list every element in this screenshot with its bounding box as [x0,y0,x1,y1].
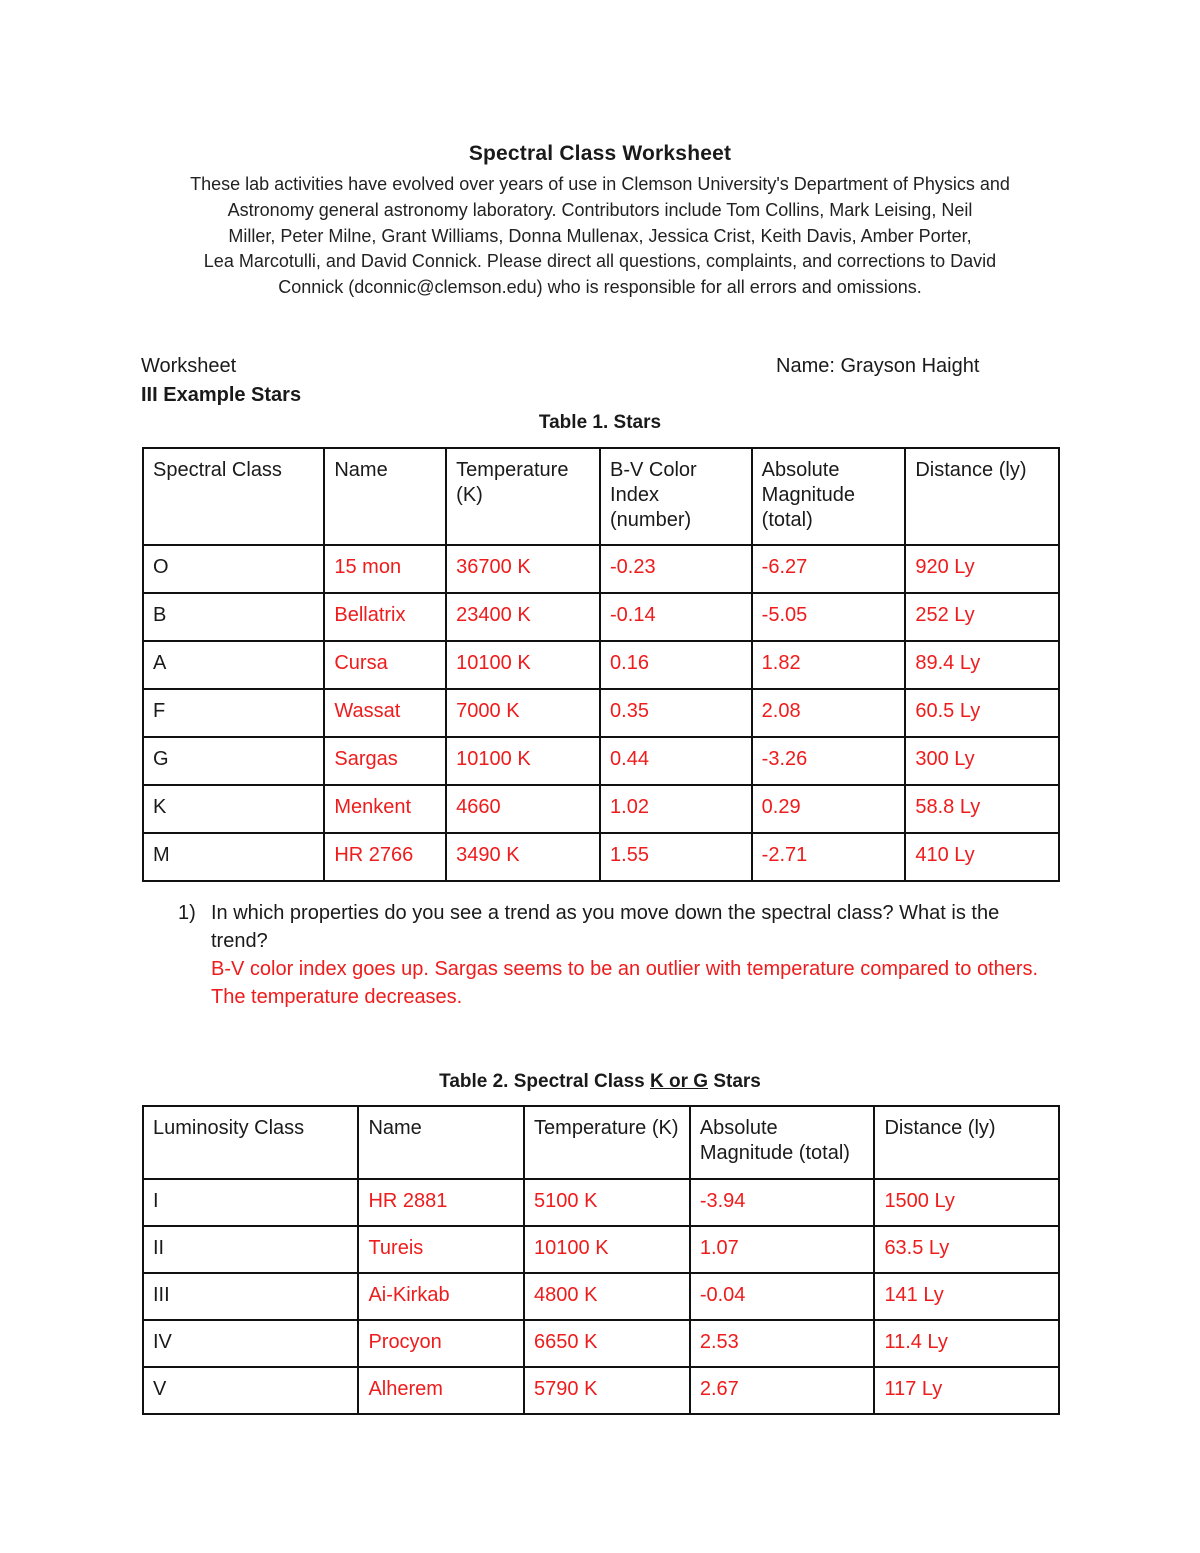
class-cell: IV [143,1320,358,1367]
worksheet-label: Worksheet [141,355,237,377]
answer-cell: -5.05 [752,593,906,641]
table-header-row [143,448,1059,545]
question-text: In which properties do you see a trend as you move down the spectral class? What is the trend? [211,902,1000,952]
intro-line: Lea Marcotulli, and David Connick. Please direct all questions, complaints, and corrections to David [203,251,997,272]
answer-cell: 89.4 Ly [905,641,1059,689]
answer-cell: 3490 K [446,833,600,881]
intro-line: Miller, Peter Milne, Grant Williams, Donna Mullenax, Jessica Crist, Keith Davis, Amber Porter, [228,225,972,246]
class-cell: K [143,785,324,833]
answer-cell: 1.55 [600,833,752,881]
intro-line: Connick (dconnic@clemson.edu) who is responsible for all errors and omissions. [278,277,922,298]
answer-cell: Menkent [324,785,446,833]
table-row [143,1273,1059,1320]
answer-cell: 410 Ly [905,833,1059,881]
column-header: Temperature (K) [446,448,600,545]
section-title: III Example Stars [141,384,302,406]
answer-cell: Ai-Kirkab [358,1273,524,1320]
answer-cell: 11.4 Ly [874,1320,1059,1367]
answer-cell: -0.14 [600,593,752,641]
answer-cell: -3.94 [690,1179,875,1226]
answer-cell: 5100 K [524,1179,690,1226]
question-answer: B-V color index goes up. Sargas seems to be an outlier with temperature compared to others. The temperature decreases. [211,958,1039,1008]
table2-caption-prefix: Table 2. Spectral Class [439,1071,650,1092]
answer-cell: 15 mon [324,545,446,593]
answer-cell: 36700 K [446,545,600,593]
answer-cell: 7000 K [446,689,600,737]
answer-cell: HR 2766 [324,833,446,881]
table-row [143,1320,1059,1367]
answer-cell: 300 Ly [905,737,1059,785]
answer-cell: 252 Ly [905,593,1059,641]
answer-cell: -0.04 [690,1273,875,1320]
answer-cell: 60.5 Ly [905,689,1059,737]
answer-cell: 5790 K [524,1367,690,1414]
answer-cell: 0.35 [600,689,752,737]
answer-cell: Tureis [358,1226,524,1273]
document-title: Spectral Class Worksheet [468,142,732,165]
class-cell: II [143,1226,358,1273]
table-row [143,1367,1059,1414]
answer-cell: Sargas [324,737,446,785]
table-row [143,593,1059,641]
answer-cell: Bellatrix [324,593,446,641]
answer-cell: 0.16 [600,641,752,689]
answer-cell: 1.07 [690,1226,875,1273]
question-number: 1) [178,902,196,924]
answer-cell: 0.44 [600,737,752,785]
answer-cell: 2.08 [752,689,906,737]
answer-cell: 10100 K [446,737,600,785]
table-row [143,785,1059,833]
table2-caption-underlined: K or G [649,1071,709,1092]
table-row [143,1179,1059,1226]
table1-caption: Table 1. Stars [538,412,662,433]
answer-cell: 6650 K [524,1320,690,1367]
answer-cell: 1500 Ly [874,1179,1059,1226]
answer-cell: -2.71 [752,833,906,881]
column-header: Spectral Class [143,448,324,545]
answer-cell: 4800 K [524,1273,690,1320]
column-header: Absolute Magnitude (total) [752,448,906,545]
answer-cell: -6.27 [752,545,906,593]
class-cell: M [143,833,324,881]
table-row [143,833,1059,881]
answer-cell: 0.29 [752,785,906,833]
table-row [143,737,1059,785]
answer-cell: 23400 K [446,593,600,641]
stars-table [142,447,1060,882]
column-header: Name [358,1106,524,1179]
answer-cell: -0.23 [600,545,752,593]
answer-cell: 920 Ly [905,545,1059,593]
class-cell: F [143,689,324,737]
table-row [143,641,1059,689]
column-header: Absolute Magnitude (total) [690,1106,875,1179]
answer-cell: Cursa [324,641,446,689]
table-row [143,689,1059,737]
answer-cell: Wassat [324,689,446,737]
luminosity-table [142,1105,1060,1415]
intro-line: These lab activities have evolved over years of use in Clemson University's Department of Physics and [190,174,1010,194]
class-cell: I [143,1179,358,1226]
column-header: Temperature (K) [524,1106,690,1179]
table-row [143,545,1059,593]
answer-cell: Procyon [358,1320,524,1367]
answer-cell: 10100 K [524,1226,690,1273]
column-header: Name [324,448,446,545]
question-1 [178,899,1058,1011]
answer-cell: 2.53 [690,1320,875,1367]
intro-paragraph [150,172,1050,301]
table-header-row [143,1106,1059,1179]
table-row [143,1226,1059,1273]
table2-caption [0,1071,1200,1093]
class-cell: O [143,545,324,593]
answer-cell: 141 Ly [874,1273,1059,1320]
class-cell: B [143,593,324,641]
class-cell: A [143,641,324,689]
class-cell: G [143,737,324,785]
column-header: Distance (ly) [905,448,1059,545]
class-cell: III [143,1273,358,1320]
class-cell: V [143,1367,358,1414]
student-name: Name: Grayson Haight [776,355,980,377]
answer-cell: -3.26 [752,737,906,785]
answer-cell: HR 2881 [358,1179,524,1226]
answer-cell: 117 Ly [874,1367,1059,1414]
answer-cell: 2.67 [690,1367,875,1414]
answer-cell: 1.82 [752,641,906,689]
intro-line: Astronomy general astronomy laboratory. Contributors include Tom Collins, Mark Leising, Neil [227,199,973,220]
answer-cell: 63.5 Ly [874,1226,1059,1273]
column-header: Luminosity Class [143,1106,358,1179]
answer-cell: 4660 [446,785,600,833]
table2-caption-suffix: Stars [708,1071,761,1092]
column-header: Distance (ly) [874,1106,1059,1179]
column-header: B-V Color Index (number) [600,448,752,545]
answer-cell: 10100 K [446,641,600,689]
answer-cell: 1.02 [600,785,752,833]
answer-cell: Alherem [358,1367,524,1414]
answer-cell: 58.8 Ly [905,785,1059,833]
